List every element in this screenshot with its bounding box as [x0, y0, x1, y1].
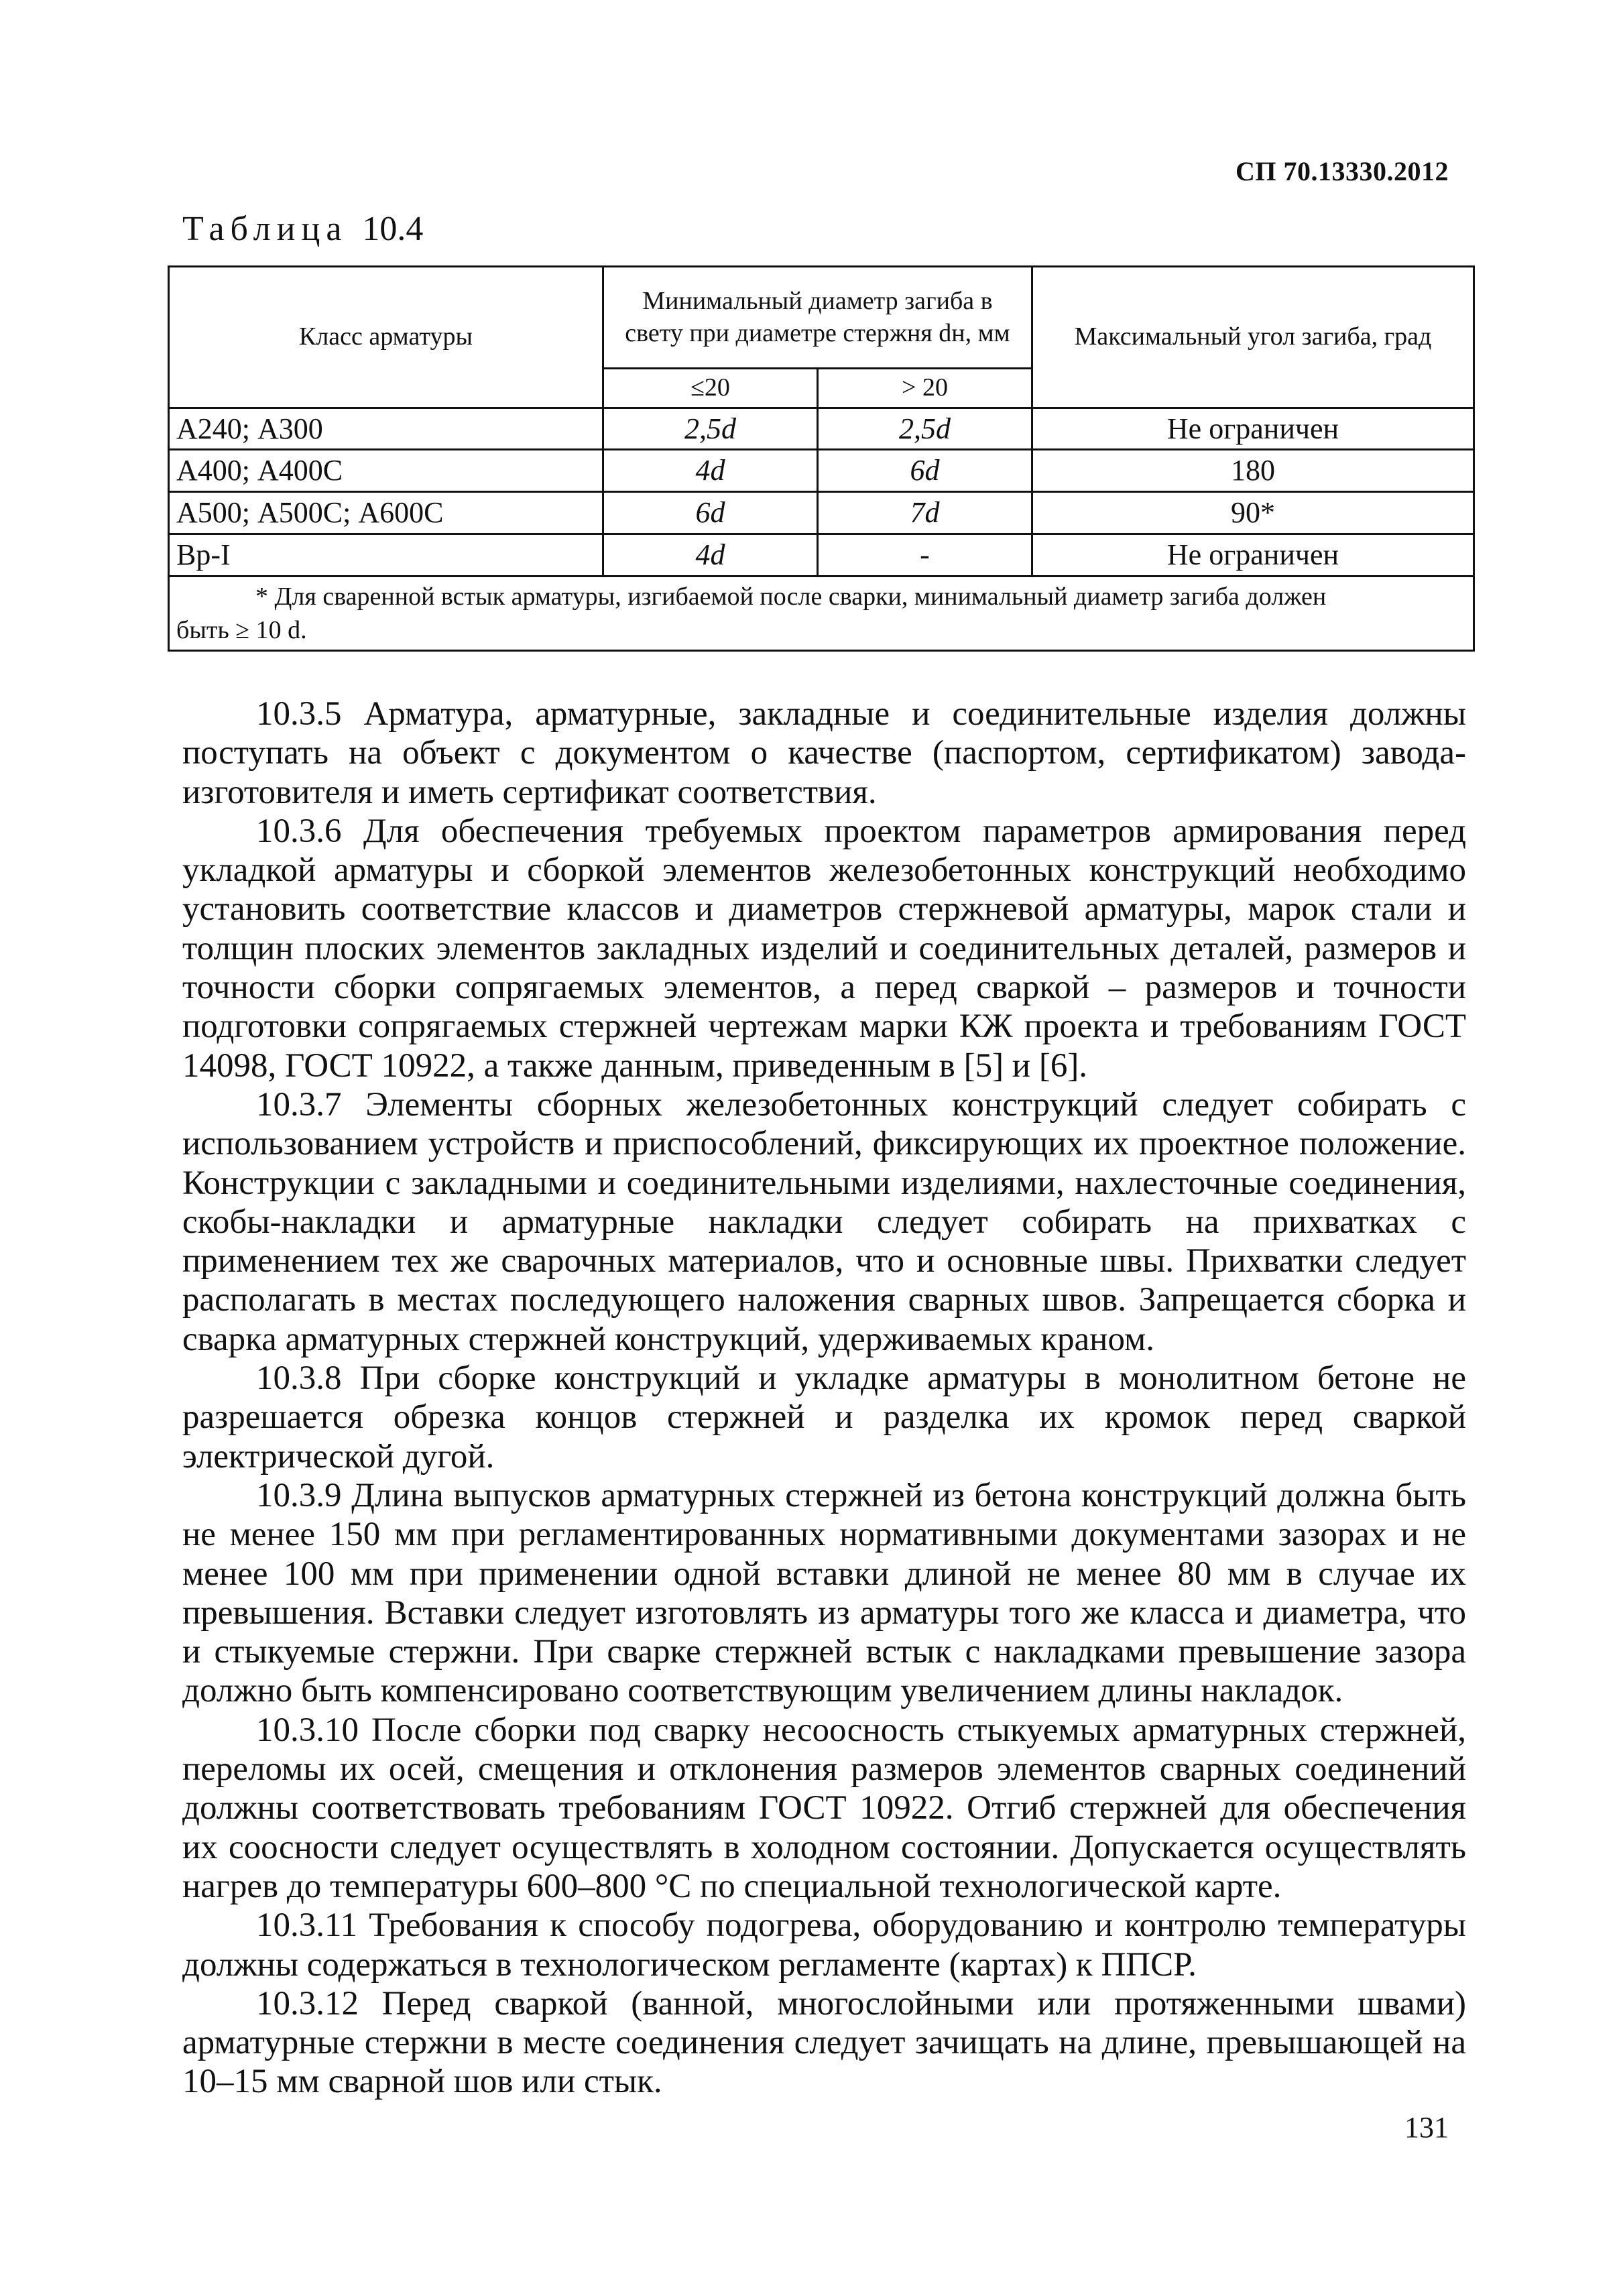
cell-angle: Не ограничен: [1032, 534, 1474, 577]
cell-angle: Не ограничен: [1032, 408, 1474, 450]
cell-class: А500; А500С; А600С: [169, 492, 603, 534]
footnote-text: * Для сваренной встык арматуры, изгибаемой после сварки, минимальный диаметр загиба должен: [255, 583, 1327, 611]
header-class: Класс арматуры: [169, 267, 603, 408]
table-caption-number: 10.4: [362, 210, 424, 248]
section-text: [182, 694, 1466, 2102]
table-caption-label: Таблица: [182, 210, 348, 248]
cell-class: А240; А300: [169, 408, 603, 450]
table-footnote: [169, 577, 1474, 651]
paragraph-10-3-12: 10.3.12 Перед сваркой (ванной, многослойными или протяженными швами) арматурные стержни в месте соединения следует зачищать на длине, превышающей на 10–15 мм сварной шов или стык.: [182, 1984, 1466, 2101]
bend-diameter-table: [168, 265, 1475, 652]
cell-d-gt-20: 6d: [818, 450, 1032, 492]
page-number: 131: [1404, 2111, 1449, 2144]
cell-d-gt-20: 7d: [818, 492, 1032, 534]
paragraph-10-3-9: 10.3.9 Длина выпусков арматурных стержней из бетона конструкций должна быть не менее 150 мм при регламентированных нормативными документами зазорах и не менее 100 мм при применении одной вставки длиной не менее 80 мм в случае их превышения. Вставки следует изготовлять из арматуры того же класса и диаметра, что и стыкуемые стержни. При сварке стержней встык с накладками превышение зазора должно быть компенсировано соответствующим увеличением длины накладок.: [182, 1476, 1466, 1710]
cell-d-le-20: 4d: [603, 450, 818, 492]
table-caption: [182, 209, 423, 249]
paragraph-10-3-6: 10.3.6 Для обеспечения требуемых проектом параметров армирования перед укладкой арматуры и сборкой элементов железобетонных конструкций необходимо установить соответствие классов и диаметров стержневой арматуры, марок стали и толщин плоских элементов закладных изделий и соединительных деталей, размеров и точности сборки сопрягаемых элементов, а перед сваркой – размеров и точности подготовки сопрягаемых стержней чертежам марки КЖ проекта и требованиям ГОСТ 14098, ГОСТ 10922, а также данным, приведенным в [5] и [6].: [182, 812, 1466, 1085]
paragraph-10-3-8: 10.3.8 При сборке конструкций и укладке арматуры в монолитном бетоне не разрешается обрезка концов стержней и разделка их кромок перед сваркой электрической дугой.: [182, 1360, 1466, 1475]
paragraph-10-3-11: 10.3.11 Требования к способу подогрева, оборудованию и контролю температуры должны содержаться в технологическом регламенте (картах) к ППСР.: [182, 1907, 1466, 1984]
cell-class: Вр-I: [169, 534, 603, 577]
cell-d-le-20: 4d: [603, 534, 818, 577]
paragraph-10-3-7: 10.3.7 Элементы сборных железобетонных конструкций следует собирать с использованием устройств и приспособлений, фиксирующих их проектное положение. Конструкции с закладными и соединительными изделиями, нахлесточные соединения, скобы-накладки и арматурные накладки следует собирать на прихватках с применением тех же сварочных материалов, что и основные швы. Прихватки следует располагать в местах последующего наложения сварных швов. Запрещается сборка и сварка арматурных стержней конструкций, удерживаемых краном.: [182, 1085, 1466, 1358]
cell-d-le-20: 2,5d: [603, 408, 818, 450]
table-row: [169, 492, 1474, 534]
table-row: [169, 450, 1474, 492]
cell-d-gt-20: 2,5d: [818, 408, 1032, 450]
header-min-diameter: Минимальный диаметр загиба в свету при диаметре стержня dн, мм: [603, 267, 1032, 369]
table-row: [169, 534, 1474, 577]
table-row: [169, 408, 1474, 450]
document-code: СП 70.13330.2012: [1236, 156, 1449, 186]
cell-d-le-20: 6d: [603, 492, 818, 534]
footnote-tail: быть ≥ 10 d.: [176, 616, 307, 645]
cell-angle: 90*: [1032, 492, 1474, 534]
paragraph-10-3-5: 10.3.5 Арматура, арматурные, закладные и соединительные изделия должны поступать на объект с документом о качестве (паспортом, сертификатом) завода-изготовителя и иметь сертификат соответствия.: [182, 695, 1466, 811]
header-d-gt-20: > 20: [818, 369, 1032, 408]
header-max-angle: Максимальный угол загиба, град: [1032, 267, 1474, 408]
cell-d-gt-20: -: [818, 534, 1032, 577]
header-d-le-20: ≤20: [603, 369, 818, 408]
paragraph-10-3-10: 10.3.10 После сборки под сварку несоосность стыкуемых арматурных стержней, переломы их осей, смещения и отклонения размеров элементов сварных соединений должны соответствовать требованиям ГОСТ 10922. Отгиб стержней для обеспечения их соосности следует осуществлять в холодном состоянии. Допускается осуществлять нагрев до температуры 600–800 °С по специальной технологической карте.: [182, 1711, 1466, 1905]
cell-class: А400; А400С: [169, 450, 603, 492]
cell-angle: 180: [1032, 450, 1474, 492]
